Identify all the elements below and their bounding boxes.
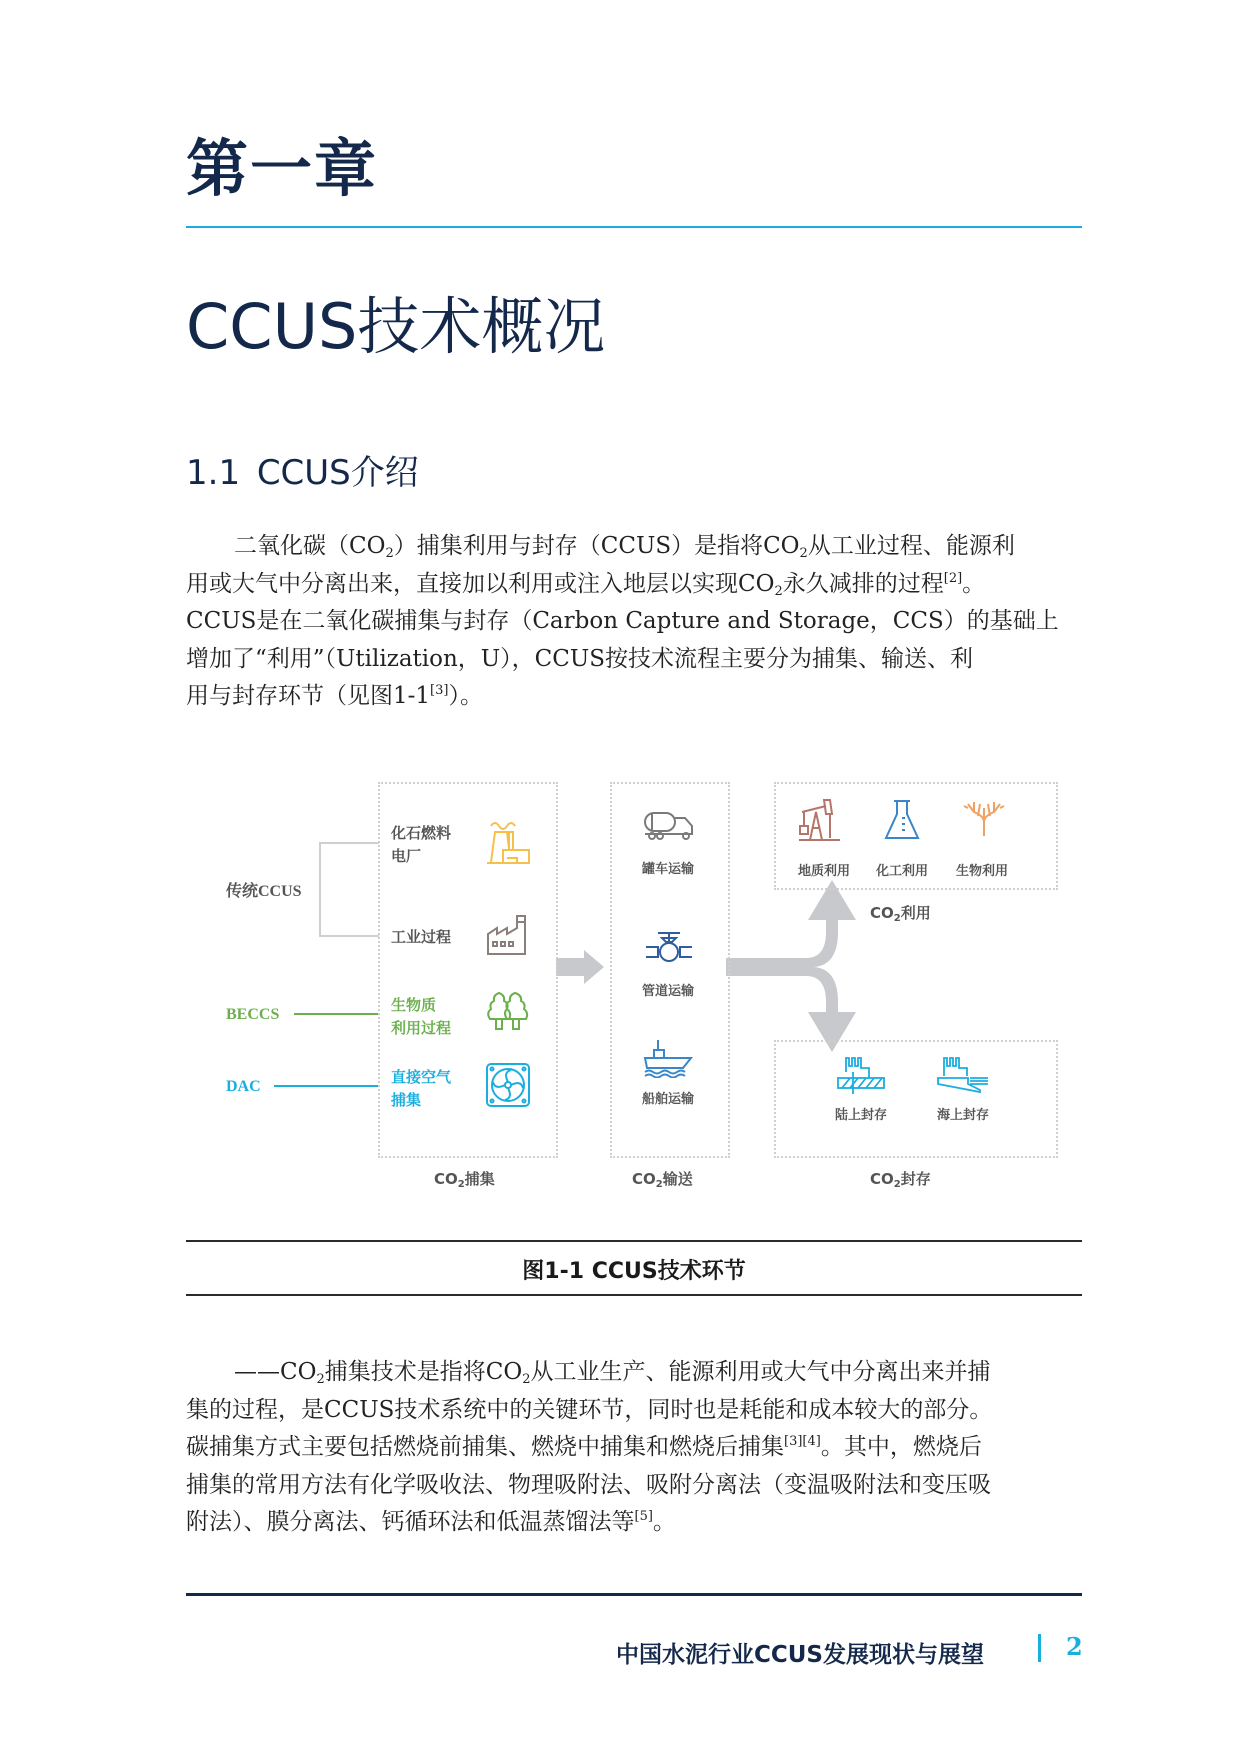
capture-item-industry: 工业过程 [391, 928, 452, 946]
utilization-item-chemical: 化工利用 [875, 864, 928, 879]
section-number: 1.1 [186, 453, 241, 493]
transport-item-ship: 船舶运输 [641, 1092, 694, 1107]
tank-truck-icon [642, 810, 696, 842]
paragraph-line: 捕集的常用方法有化学吸收法、物理吸附法、吸附分离法（变温吸附法和变压吸 [186, 1471, 991, 1498]
fan-icon [485, 1062, 531, 1108]
citation-ref: [3][4] [784, 1434, 821, 1449]
citation-ref: [3] [430, 683, 449, 698]
footer-separator [1038, 1634, 1041, 1662]
storage-item-onshore: 陆上封存 [834, 1108, 887, 1123]
section-title: CCUS介绍 [256, 453, 419, 493]
onshore-storage-icon [836, 1056, 886, 1096]
pipeline-valve-icon [644, 930, 694, 966]
citation-ref: [2] [943, 570, 963, 586]
footer-report-title: 中国水泥行业CCUS发展现状与展望 [616, 1642, 984, 1668]
intro-paragraph [186, 528, 1082, 716]
capture-paragraph [186, 1354, 1082, 1542]
capture-item-fossil: 化石燃料 电厂 [391, 824, 452, 865]
ccus-diagram [186, 770, 1082, 1200]
figure-caption: 图1-1 CCUS技术环节 [522, 1259, 746, 1284]
factory-icon [485, 912, 531, 956]
utilization-item-geological: 地质利用 [797, 864, 850, 879]
paragraph-line: 用或大气中分离出来，直接加以利用或注入地层以实现$CO_2$永久减排的过程[2]。 [186, 570, 986, 599]
paragraph-line: 二氧化碳$(CO_2)$捕集利用与封存（CCUS）是指将$CO_2$从工业过程、能源利 [234, 533, 1015, 561]
storage-stage-label: $CO_2$封存 [870, 1170, 931, 1190]
label-beccs: BECCS [226, 1006, 280, 1023]
footer-divider [186, 1593, 1082, 1596]
offshore-storage-icon [936, 1056, 990, 1096]
figure-top-rule [186, 1240, 1082, 1242]
paragraph-line: 增加了“利用”（Utilization，U），CCUS按技术流程主要分为捕集、输送、利 [186, 645, 974, 672]
chapter-title: CCUS技术概况 [186, 290, 606, 363]
page-number: 2 [1066, 1632, 1083, 1661]
coral-icon [962, 798, 1006, 838]
power-plant-icon [485, 818, 531, 866]
utilization-item-biological: 生物利用 [955, 864, 1008, 879]
paragraph-line: 集的过程，是CCUS技术系统中的关键环节，同时也是耗能和成本较大的部分。 [186, 1396, 993, 1423]
paragraph-line: 用与封存环节（见图1-1[3]）。 [186, 683, 483, 709]
transport-stage-label: $CO_2$输送 [632, 1170, 693, 1190]
section-heading [186, 453, 419, 493]
capture-stage-label: $CO_2$捕集 [434, 1170, 495, 1190]
utilization-stage-label: $CO_2$利用 [870, 904, 931, 924]
label-dac: DAC [226, 1078, 261, 1095]
paragraph-line: $——CO_2$捕集技术是指将$CO_2$从工业生产、能源利用或大气中分离出来并捕 [234, 1359, 991, 1387]
ship-icon [642, 1038, 694, 1078]
oil-pump-icon [798, 798, 842, 842]
paragraph-line: CCUS是在二氧化碳捕集与封存（Carbon Capture and Storage，CCS）的基础上 [186, 608, 1059, 634]
storage-item-offshore: 海上封存 [936, 1108, 989, 1123]
label-traditional-ccus: 传统CCUS [226, 883, 302, 900]
paragraph-line: 附法）、膜分离法、钙循环法和低温蒸馏法等[5]。 [186, 1509, 676, 1535]
transport-item-truck: 罐车运输 [641, 862, 694, 877]
flask-icon [882, 798, 922, 842]
capture-item-dac: 直接空气 捕集 [391, 1068, 452, 1109]
trees-icon [485, 990, 531, 1036]
chapter-heading: 第一章 [186, 132, 379, 205]
storage-box [774, 1040, 1058, 1158]
capture-item-biomass: 生物质 利用过程 [391, 996, 452, 1037]
chapter-divider [186, 226, 1082, 228]
citation-ref: [5] [634, 1509, 653, 1524]
transport-item-pipeline: 管道运输 [641, 984, 694, 999]
paragraph-line: 碳捕集方式主要包括燃烧前捕集、燃烧中捕集和燃烧后捕集[3][4]。其中，燃烧后 [186, 1434, 982, 1460]
figure-bottom-rule [186, 1294, 1082, 1296]
